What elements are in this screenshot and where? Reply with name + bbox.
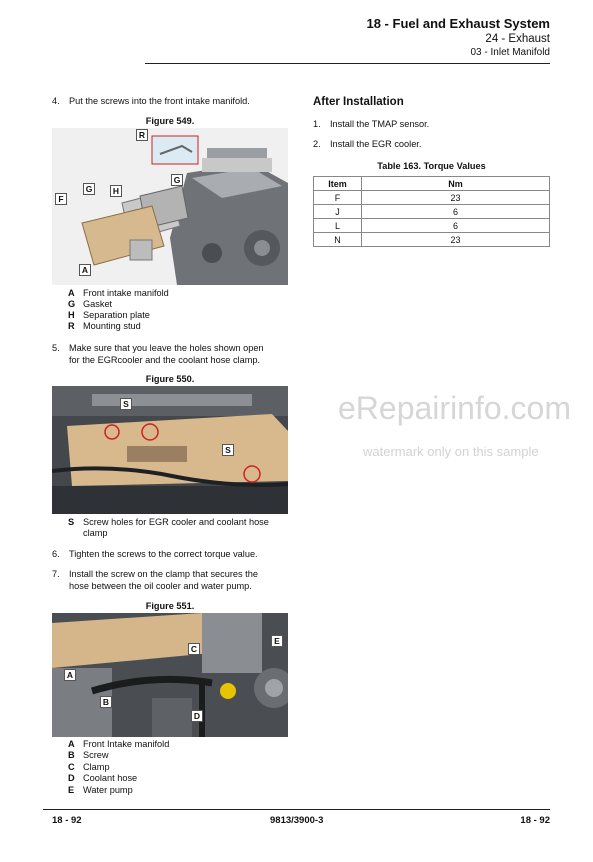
legend-key: B — [68, 750, 75, 760]
section-title: 24 - Exhaust — [485, 33, 550, 45]
manifold-photo-illustration — [52, 386, 288, 514]
after-step-1 — [313, 119, 553, 131]
step-number: 2. — [313, 139, 321, 149]
legend-label: Front intake manifold — [83, 288, 169, 298]
legend-label: Mounting stud — [83, 321, 141, 331]
callout-s-top: S — [120, 398, 132, 410]
callout-c: C — [188, 643, 200, 655]
table-cell-item: F — [314, 191, 362, 205]
table-header-row — [314, 177, 550, 191]
legend-key: S — [68, 517, 75, 527]
step-number: 6. — [52, 549, 60, 559]
torque-table-caption: Table 163. Torque Values — [377, 161, 486, 171]
subsection-title: 03 - Inlet Manifold — [470, 47, 550, 58]
footer-rule — [43, 809, 550, 810]
engine-exploded-illustration — [52, 128, 288, 285]
footer-page-left: 18 - 92 — [52, 815, 82, 826]
table-row — [314, 219, 550, 233]
legend-label: Clamp — [83, 762, 110, 772]
figure-551-image — [52, 613, 288, 737]
figure-550-image — [52, 386, 288, 514]
legend-label: Front Intake manifold — [83, 739, 170, 749]
step-6 — [52, 549, 302, 561]
callout-f: F — [55, 193, 67, 205]
legend-label: Gasket — [83, 299, 113, 309]
step-text: Install the EGR cooler. — [330, 139, 422, 149]
callout-s-right: S — [222, 444, 234, 456]
callout-a: A — [79, 264, 91, 276]
table-cell-nm: 23 — [362, 191, 550, 205]
step-text: Install the TMAP sensor. — [330, 119, 430, 129]
legend-key: C — [68, 762, 75, 772]
legend-label-line-1: Screw holes for EGR cooler and coolant hose — [83, 517, 269, 527]
step-text: Put the screws into the front intake manifold. — [69, 96, 250, 106]
legend-label: Coolant hose — [83, 773, 138, 783]
step-text: Tighten the screws to the correct torque value. — [69, 549, 258, 559]
step-5 — [52, 343, 302, 367]
step-7 — [52, 569, 302, 593]
callout-e: E — [271, 635, 283, 647]
figure-549-image — [52, 128, 288, 285]
step-text-line-2: hose between the oil cooler and water pump. — [69, 581, 252, 591]
watermark-text: eRepairinfo.com — [338, 390, 571, 426]
after-step-2 — [313, 139, 553, 151]
legend-key: A — [68, 288, 75, 298]
legend-label: Screw — [83, 750, 109, 760]
water-pump-photo-illustration — [52, 613, 288, 737]
table-cell-nm: 23 — [362, 233, 550, 247]
table-cell-item: N — [314, 233, 362, 247]
legend-label: Water pump — [83, 785, 133, 795]
table-cell-item: J — [314, 205, 362, 219]
torque-table — [313, 176, 550, 247]
step-4 — [52, 96, 302, 108]
footer-doc-number: 9813/3900-3 — [270, 815, 324, 826]
legend-label-line-2: clamp — [83, 528, 108, 538]
footer-page-right: 18 - 92 — [520, 815, 550, 826]
callout-h: H — [110, 185, 122, 197]
legend-key: R — [68, 321, 75, 331]
table-row — [314, 205, 550, 219]
table-cell-nm: 6 — [362, 205, 550, 219]
step-number: 5. — [52, 343, 60, 353]
callout-a: A — [64, 669, 76, 681]
step-text-line-2: for the EGRcooler and the coolant hose clamp. — [69, 355, 261, 365]
callout-g-right: G — [171, 174, 183, 186]
callout-b: B — [100, 696, 112, 708]
column-header-nm: Nm — [362, 177, 550, 191]
legend-key: D — [68, 773, 75, 783]
figure-551-caption: Figure 551. — [145, 601, 195, 611]
after-installation-heading: After Installation — [313, 96, 404, 108]
legend-key: A — [68, 739, 75, 749]
watermark-subtext: watermark only on this sample — [363, 444, 539, 459]
legend-key: G — [68, 299, 76, 309]
step-number: 7. — [52, 569, 60, 579]
callout-d: D — [191, 710, 203, 722]
step-text-line-1: Install the screw on the clamp that secures the — [69, 569, 258, 579]
callout-r: R — [136, 129, 148, 141]
step-number: 1. — [313, 119, 321, 129]
table-row — [314, 233, 550, 247]
figure-550-caption: Figure 550. — [145, 374, 195, 384]
callout-g-left: G — [83, 183, 95, 195]
step-text-line-1: Make sure that you leave the holes shown open — [69, 343, 264, 353]
figure-549-caption: Figure 549. — [145, 116, 195, 126]
table-row — [314, 191, 550, 205]
table-cell-item: L — [314, 219, 362, 233]
legend-key: E — [68, 785, 75, 795]
column-header-item: Item — [314, 177, 362, 191]
chapter-title: 18 - Fuel and Exhaust System — [366, 16, 550, 31]
table-cell-nm: 6 — [362, 219, 550, 233]
step-number: 4. — [52, 96, 60, 106]
legend-key: H — [68, 310, 75, 320]
legend-label: Separation plate — [83, 310, 150, 320]
header-rule — [145, 63, 550, 64]
